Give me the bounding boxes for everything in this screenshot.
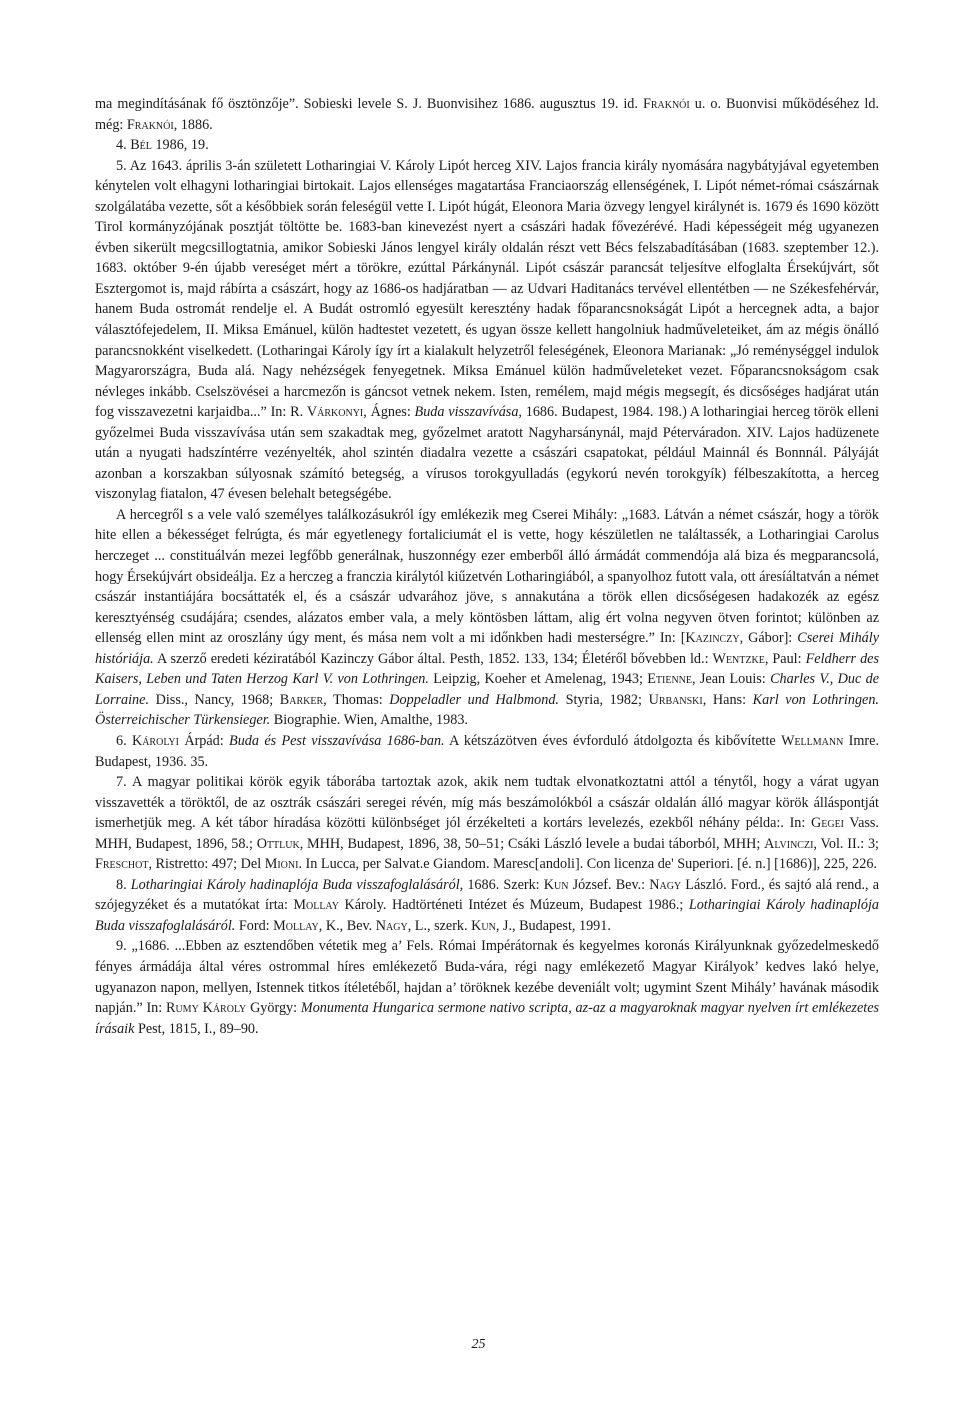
author-name: Freschot [95, 856, 149, 873]
text-run: , Paul: [764, 650, 806, 667]
text-run: Diss., Nancy, 1968; [149, 691, 280, 708]
text-run: György: [246, 1000, 301, 1017]
text-run: Árpád: [179, 732, 230, 749]
author-name: Kun [543, 876, 569, 893]
text-run: Pest, 1815, I., 89–90. [134, 1020, 259, 1037]
text-run: , Hans: [702, 691, 753, 708]
text-run: A kétszázötven éves évforduló átdolgozta és kibővítette [444, 732, 782, 749]
text-run: , Ágnes: [363, 404, 415, 421]
title-italic: Buda visszavívása, [414, 404, 522, 421]
author-name: Kun [471, 917, 496, 934]
text-run: , J., Budapest, 1991. [495, 917, 611, 934]
text-run: , L., szerk. [407, 917, 472, 934]
title-italic: Feldherr des Kaisers, Leben und Taten Herzog Karl V. von Lothringen. [95, 650, 879, 688]
text-run: . In Lucca, per Salvat.e Giandom. Maresc[andoli]. Con licenza de' Superiori. [é. n.] [1686)], 225, 226. [298, 856, 877, 873]
author-name: Rumy Károly [166, 1000, 247, 1017]
text-run: A hercegről s a vele való személyes találkozásukról így emlékezik meg Cserei Mihály: „1683. Látván a német császár, hogy a török hite ellen a békességet felrúgta, és már egyetlenegy fortaliciumát el is vette, hogy készületlen ne találtassék, a Lotharingiai Carolus herczeget ... constituálván mezei legfőbb generálnak, huszonnégy ezer emberből álló ármádát commendója alá biza és megparancsolá, hogy Érsekújvárt obsideálja. Ez a herczeg a franczia királytól kiűzetvén Lotharingiából, a spanyolhoz futott vala, ott áresíáltatván a német császár instantiájára bocsáttaték el, és a császár udvarához jöve, s annakutána a török ellen dicsőségesen hadakozék az egész keresztyénség csudájára; csendes, alázatos ember vala, a mely köntösben láttam, alig ért volna negyven ötven forintot; különben az ellenség ellen mint az oroszlány úgy ment, és mása nem volt a mi időnkben hadi mesterségre.” In: [ [95, 506, 879, 647]
author-name: Nagy [649, 876, 682, 893]
author-name: Kazinczy [685, 630, 740, 647]
author-name: Károlyi [131, 732, 179, 749]
text-run: 8. [116, 876, 131, 893]
author-name: Nagy [375, 917, 408, 934]
author-name: Bél [130, 137, 152, 154]
title-italic: Charles V., Duc de Lorraine. [95, 671, 880, 708]
author-name: Alvinczi [764, 835, 814, 852]
footnote-3 [95, 505, 879, 731]
author-name: Mollay [293, 897, 339, 914]
text-run: , Jean Louis: [692, 671, 771, 688]
text-run: ma megindításának fő ösztönzője”. Sobieski levele S. J. Buonvisihez 1686. augusztus 19. id. [95, 96, 643, 112]
footnote-6 [95, 875, 879, 937]
page-number: 25 [471, 1337, 486, 1352]
author-name: Wellmann [781, 732, 844, 749]
text-run: József. Bev.: [568, 876, 650, 893]
text-run: A szerző eredeti kéziratából Kazinczy Gábor által. Pesth, 1852. 133, 134; Életéről bővebben ld.: [153, 650, 713, 667]
text-run: , Thomas: [323, 691, 390, 708]
text-run: László. Ford., és sajtó alá rend., a szójegyzéket és a mutatókat írta: [95, 876, 879, 914]
author-name: Mioni [264, 856, 299, 873]
author-name: Gegei [811, 815, 845, 832]
text-run: 4. [116, 137, 131, 154]
text-run: 9. „1686. ...Ebben az esztendőben vétetik meg a’ Fels. Római Impérátornak és kegyelmes koronás Királyunknak győzedelmeskedő fényes ármádája által véres ostrommal híres emlékezető Buda-vára, régi nagy emlékezető Magyar Királyok’ kedves lakó helye, ugyanazon napon, mellyen, Istennek titkos ítéletéből, hajdan a’ töröknek kezébe deveniált volt; ugymint Szent Mihály’ havának második napján.” In: [95, 938, 879, 1017]
text-run: 1686. Szerk: [463, 876, 544, 893]
text-run: , K., Bev. [318, 917, 376, 934]
author-name: Fraknói [642, 96, 690, 112]
title-italic: Monumenta Hungarica sermone nativo scripta, az-az a magyaroknak magyar nyelven írt emlékezetes írásaik [95, 1000, 880, 1037]
author-name: Fraknói [126, 116, 174, 133]
title-italic: Buda és Pest visszavívása 1686-ban. [229, 732, 445, 749]
footnote-continuation [95, 94, 879, 135]
title-italic: Doppeladler und Halbmond. [389, 691, 559, 708]
footnote-2 [95, 156, 879, 505]
footnote-5 [95, 772, 879, 875]
text-run: , MHH, Budapest, 1896, 38, 50–51; Csáki László levele a budai táborból, MHH; [299, 835, 765, 852]
footnote-1 [95, 135, 879, 156]
footnotes-body [95, 94, 879, 1039]
text-run: 5. Az 1643. április 3-án született Lotharingiai V. Károly Lipót herceg XIV. Lajos francia király nyomására nagybátyjával egyetemben kénytelen volt elhagyni lotharingiai birtokait. Lajos ellenséges magatartása Franciaország ellenségének, I. Lipót német-római császárnak szolgálatába vezette, sőt a későbbiek során feleségül vette I. Lipót húgát, Eleonora Maria özvegy lengyel királynét is. 1679 és 1690 között Tirol kormányzójának posztját töltötte be. 1683-ban kinevezést nyert a császári hadak fővezérévé. Hadi képességeit még ugyanezen évben sikerült megcsillogtatnia, amikor Sobieski János lengyel király oldalán részt vett Bécs felszabadításában (1683. szeptember 12.). 1683. október 9-én újabb vereséget mért a törökre, ezúttal Párkánynál. Lipót császár parancsát teljesítve elfoglalta Érsekújvárt, sőt Esztergomot is, majd rábírta a császárt, hogy az 1686-os hadjáratban — az Udvari Haditanács tervével ellentétben — ne Székesfehérvár, hanem Buda ostromát rendelje el. A Budát ostromló egyesült keresztény hadak főparancsnokságát Lipót a hercegnek adta, a bajor választófejedelem, II. Miksa Emánuel, külön hadtestet vezetett, és ugyan össze kellett hangolniuk hadműveleteiket, ám az mégis önálló parancsnokként viselkedett. (Lotharingai Károly így írt a kialakult helyzetről feleségének, Eleonora Marianak: „Jó reménységgel indulok Magyarországra, Buda alá. Nagy nehézségek fenyegetnek. Miksa Emánuel külön hadműveleteket vezet. Főparancsnokságom csak névleges inkább. Cselszövései a harcmezőn is gáncsot vetnek nekem. Isten, remélem, majd mégis megsegít, és dicsőséges hadjárat után fog visszavezetni karjaidba...” In: R. [95, 157, 880, 421]
text-run: Leipzig, Koeher et Amelenag, 1943; [428, 671, 648, 688]
text-run: Imre. Budapest, 1936. 35. [95, 732, 879, 770]
title-italic: Cserei Mihály históriája. [95, 630, 880, 667]
text-run: , Vol. II.: 3; [813, 835, 880, 852]
text-run: 1986, 19. [151, 137, 209, 154]
author-name: Várkonyi [306, 404, 364, 421]
text-run: Károly. Hadtörténeti Intézet és Múzeum, Budapest 1986.; [338, 897, 689, 914]
text-run: Vass. MHH, Budapest, 1896, 58.; [95, 815, 879, 852]
text-run: 7. A magyar politikai körök egyik táborába tartoztak azok, akik nem tudtak elvonatkoztatni attól a ténytől, hogy a várat ugyan visszavették a töröktől, de az osztrák császári seregei révén, míg más beszámolókból a császár oldalán álló magyar körök álláspontját ismerhetjük meg. A két tábor híradása közötti különbséget jól érzékelteti a kortárs levelezés, ezekből néhány példa:. In: [95, 774, 879, 832]
footnote-7 [95, 936, 879, 1039]
title-italic: Lotharingiai Károly hadinaplója Buda visszafoglalásáról, [130, 876, 464, 893]
text-run: , 1886. [173, 116, 213, 133]
author-name: Wentzke [712, 650, 765, 667]
text-run: Biographie. Wien, Amalthe, 1983. [270, 712, 468, 729]
text-run: , Ristretto: 497; Del [148, 856, 265, 873]
author-name: Etienne [647, 671, 693, 688]
text-run: 6. [116, 732, 132, 749]
footnote-4 [95, 731, 879, 772]
author-name: Ottluk [256, 835, 300, 852]
text-run: Ford: [235, 917, 274, 934]
author-name: Mollay [273, 917, 319, 934]
title-italic: Lotharingiai Károly hadinaplója Buda visszafoglalásáról. [95, 897, 879, 934]
text-run: Styria, 1982; [558, 691, 649, 708]
author-name: Barker [279, 691, 324, 708]
author-name: Urbanski [648, 691, 703, 708]
text-run: u. o. Buonvisi működéséhez ld. még: [95, 96, 880, 133]
text-run: 1686. Budapest, 1984. 198.) A lotharingiai herceg török elleni győzelmei Buda visszavívása után sem szakadtak meg, győzelmet aratott Nagyharsánynál, majd Péterváradon. XIV. Lajos hadüzenete után a nyugati hadszíntérre vezényelték, ahol szintén diadalra vezette a császári csapatokat, például Mainnál és Bonnnál. Pályáját azonban a korszakban súlyosnak számító betegség, a vírusos torokgyulladás (egykorú nevén torokgyík) félbeszakította, a herceg viszonylag fiatalon, 47 évesen belehalt betegségébe. [95, 404, 879, 503]
text-run: , Gábor]: [739, 630, 798, 647]
title-italic: Karl von Lothringen. Österreichischer Türkensieger. [95, 691, 879, 729]
